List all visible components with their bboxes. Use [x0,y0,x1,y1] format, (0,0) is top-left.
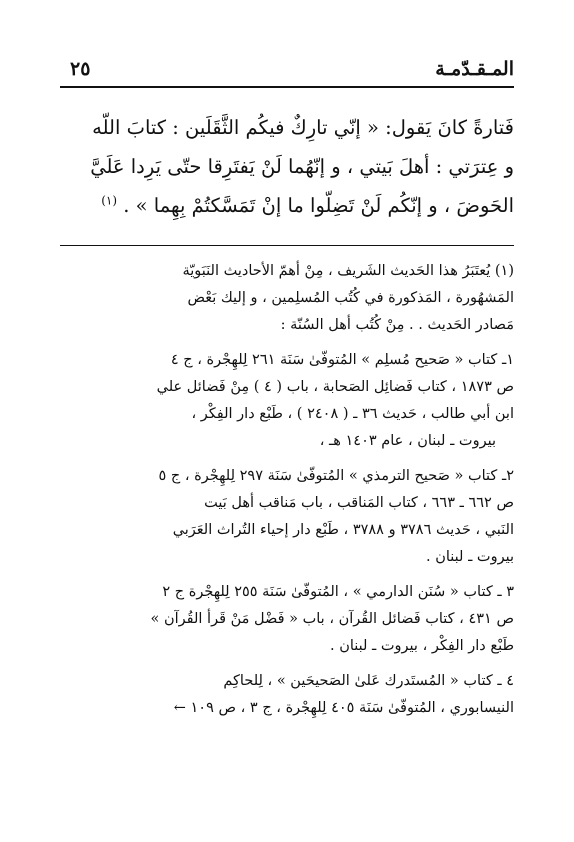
footnote-line: (١) يُعتَبَرُ هذا الحَديث الشَريف ، مِنْ أهمّ الأحاديث النَبَويّة [182,263,514,279]
running-title: المـقـدّمـة [435,58,514,80]
header-rule [60,86,514,88]
footnote-line: ص ٤٣١ ، كتاب فَضائل القُرآن ، باب « فَضْل مَنْ قَرأ القُرآن » [150,611,514,627]
footnote-line: ص ٦٦٢ ـ ٦٦٣ ، كتاب المَناقب ، باب مَناقب أهل بَيت [204,495,514,511]
footnote-separator [60,245,514,246]
footnote-line: ٢ـ كتاب « صَحيح الترمذي » المُتوفّىٰ سَنَة ٢٩٧ لِلهِجْرة ، ج ٥ [158,468,514,484]
main-line: و عِترَتي : أهلَ بَيتي ، و إنّهُما لَنْ يَفتَرِقا حتّى يَرِدا عَلَيَّ [90,155,514,178]
footnote-line: ابن أبي طالب ، حَديث ٣٦ ـ ( ٢٤٠٨ ) ، طَبْع دار الفِكْر ، [191,406,514,422]
source-item-3 [58,579,514,660]
footnote-line: النَبي ، حَديث ٣٧٨٦ و ٣٧٨٨ ، طَبْع دار إحياء التُراث العَرَبي [172,522,514,538]
source-item-2 [58,463,514,571]
footnote-line: ٤ ـ كتاب « المُستَدرك عَلىٰ الصَحيحَين » ، لِلحاكِم [223,673,514,689]
page-number: ٢٥ [70,58,91,80]
footnote-line: النيسابوري ، المُتوفّىٰ سَنَة ٤٠٥ لِلهِجْرة ، ج ٣ ، ص ١٠٩ ← [173,700,514,716]
page-header [60,52,514,88]
footnote-line: مَصادر الحَديث . . مِنْ كُتُب أهل السُنّة : [280,317,514,333]
footnote-line: بيروت ـ لبنان ، عام ١٤٠٣ هـ ، [319,433,496,449]
main-paragraph [60,108,514,225]
footnote-line: المَشهُورة ، المَذكورة في كُتُب المُسلِمين ، و إليك بَعْض [187,290,514,306]
source-item-4 [58,668,514,722]
main-line-text: الحَوضَ ، و إنّكُم لَنْ تَضِلّوا ما إنْ تَمَسَّكتُمْ بِهِما » . [123,194,514,217]
footnote-marker: (١) [101,193,118,208]
footnote-line: بيروت ـ لبنان . [426,549,514,565]
footnote-line: طَبْع دار الفِكْر ، بيروت ـ لبنان . [329,638,514,654]
footnote-line: ص ١٨٧٣ ، كتاب فَضائِل الصَحابة ، باب ( ٤ ) مِنْ فَضائل علي [156,379,514,395]
main-line: فَتارةً كانَ يَقول: « إنّي تارِكٌ فيكُم الثَّقَلَين : كتابَ اللّه [92,116,514,139]
footnote-intro [58,258,514,339]
footnote-line: ٣ ـ كتاب « سُنَن الدارمي » ، المُتوفّىٰ سَنَة ٢٥٥ لِلهِجْرة ج ٢ [162,584,514,600]
footnote-line: ١ـ كتاب « صَحيح مُسلِم » المُتوفّىٰ سَنَة ٢٦١ لِلهِجْرة ، ج ٤ [170,352,514,368]
source-item-1 [58,347,514,455]
footnotes [58,258,514,730]
main-line [60,186,514,225]
